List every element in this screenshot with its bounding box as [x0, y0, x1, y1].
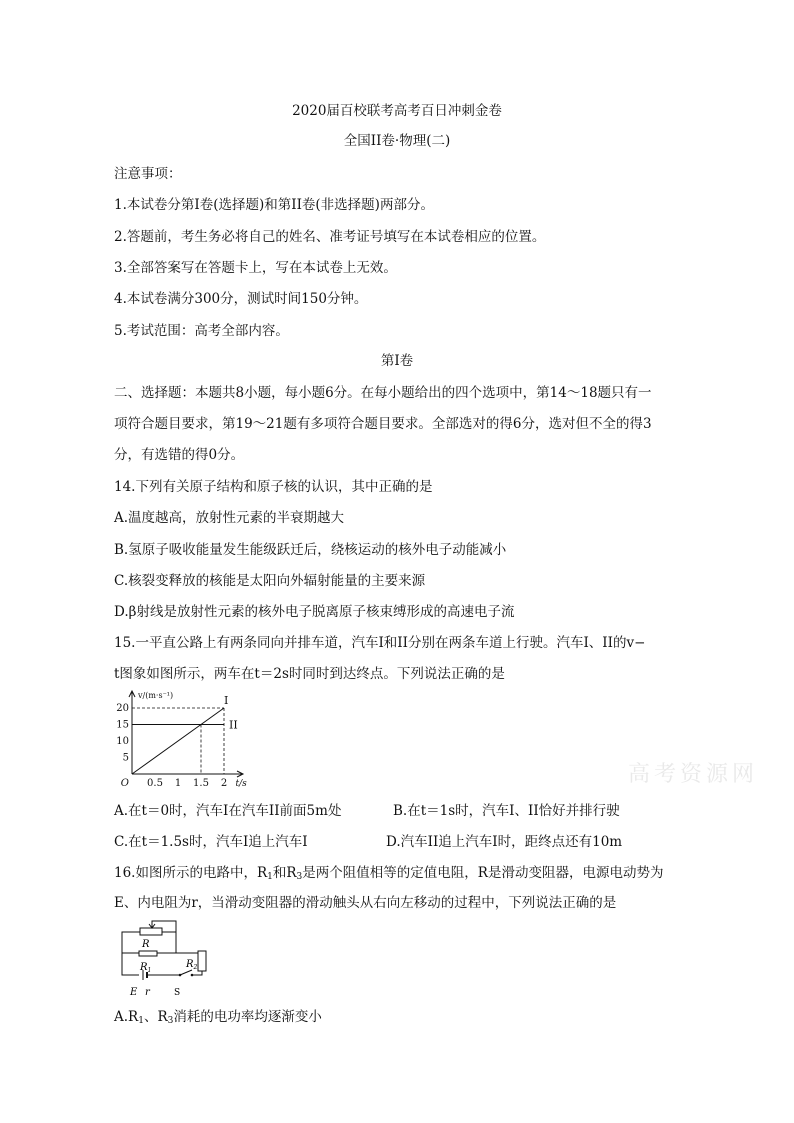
- question-15-stem: t图象如图所示，两车在t＝2s时同时到达终点。下列说法正确的是: [114, 666, 505, 682]
- question-14-stem: 14.下列有关原子结构和原子核的认识，其中正确的是: [114, 479, 433, 495]
- r2-label: [185, 959, 198, 971]
- notice-heading: 注意事项：: [114, 166, 182, 182]
- question-16-stem: [114, 864, 663, 886]
- internal-resistance-label: r: [145, 987, 150, 998]
- question-15-option-c: C.在t＝1.5s时，汽车I追上汽车I: [114, 834, 308, 850]
- r1-label: [139, 962, 151, 974]
- vt-graph: [112, 688, 262, 788]
- q16a-part: A.R: [114, 1009, 139, 1025]
- y-tick-label: 10: [116, 736, 129, 747]
- question-15-stem: 15.一平直公路上有两条同向并排车道，汽车I和II分别在两条车道上行驶。汽车I、II的v−: [114, 635, 646, 651]
- resistor-r2: [198, 951, 206, 971]
- rheostat-label: R: [142, 939, 150, 950]
- notice-item: 5.考试范围：高考全部内容。: [114, 323, 289, 339]
- r2-letter: R: [186, 959, 194, 970]
- section-instructions: 二、选择题：本题共8小题，每小题6分。在每小题给出的四个选项中，第14～18题只有一: [114, 385, 652, 401]
- x-tick-label: 2: [220, 778, 228, 788]
- notice-item: 1.本试卷分第I卷(选择题)和第II卷(非选择题)两部分。: [114, 197, 434, 213]
- question-15-option-a: A.在t＝0时，汽车I在汽车II前面5m处: [114, 803, 342, 819]
- resistor-r1: [139, 951, 157, 956]
- q16-stem-part: 是两个阻值相等的定值电阻，R是滑动变阻器，电源电动势为: [302, 865, 664, 881]
- origin-label: O: [120, 778, 129, 788]
- q16-stem-part: 16.如图所示的电路中，R: [114, 865, 268, 881]
- r1-subscript: 1: [147, 967, 152, 974]
- y-tick-label: 5: [122, 752, 129, 764]
- switch-contact: [191, 974, 194, 977]
- section-title: 第I卷: [380, 353, 414, 369]
- x-tick-label: 1.5: [193, 778, 209, 788]
- x-tick-label: 1: [174, 778, 182, 788]
- y-tick-label: 20: [116, 703, 129, 714]
- series-label: II: [229, 718, 238, 732]
- r1-right-wire: [157, 951, 202, 953]
- y-axis-label: v/(m·s⁻¹): [138, 691, 174, 700]
- switch-label: S: [174, 988, 181, 998]
- question-16-stem: E、内电阻为r，当滑动变阻器的滑动触头从右向左移动的过程中，下列说法正确的是: [114, 895, 617, 911]
- series-label: I: [224, 694, 229, 707]
- q16-stem-subscript: 3: [296, 872, 303, 882]
- q16a-subscript: 1: [138, 1016, 144, 1026]
- r1-letter: R: [140, 962, 148, 973]
- question-14-option-a: A.温度越高，放射性元素的半衰期越大: [114, 510, 345, 526]
- section-instructions: 分，有选错的得0分。: [114, 447, 245, 463]
- section-instructions: 项符合题目要求，第19～21题有多项符合题目要求。全部选对的得6分，选对但不全的得3: [114, 416, 652, 432]
- series-line-1: [132, 708, 224, 774]
- r2-bottom-wire: [192, 971, 202, 975]
- x-tick-label: 0.5: [147, 778, 163, 788]
- question-14-option-c: C.核裂变释放的核能是太阳向外辐射能量的主要来源: [114, 573, 426, 589]
- r2-subscript: 2: [193, 964, 198, 971]
- switch-contact: [179, 974, 182, 977]
- watermark: 高考资源网: [628, 762, 759, 787]
- exam-subtitle: 全国II卷·物理(二): [343, 133, 451, 149]
- notice-item: 4.本试卷满分300分，测试时间150分钟。: [114, 291, 368, 307]
- question-14-option-b: B.氢原子吸收能量发生能级跃迁后，绕核运动的核外电子动能减小: [114, 542, 507, 558]
- q16a-part: 消耗的电功率均逐渐变小: [173, 1009, 322, 1025]
- notice-item: 3.全部答案写在答题卡上，写在本试卷上无效。: [114, 260, 397, 276]
- q16-stem-part: 和R: [272, 865, 297, 881]
- question-16-option-a: [114, 1008, 322, 1030]
- q16a-subscript: 3: [167, 1016, 174, 1026]
- rheostat-resistor: [140, 928, 162, 935]
- y-tick-label: 15: [116, 719, 129, 731]
- circuit-diagram: [112, 915, 216, 1001]
- question-15-option-d: D.汽车II追上汽车I时，距终点还有10m: [386, 834, 623, 850]
- emf-label: E: [130, 987, 138, 998]
- switch-lever: [180, 970, 192, 975]
- q16-stem-subscript: 1: [267, 872, 273, 882]
- q16a-part: 、R: [143, 1009, 168, 1025]
- notice-item: 2.答题前，考生务必将自己的姓名、准考证号填写在本试卷相应的位置。: [114, 229, 546, 245]
- question-14-option-d: D.β射线是放射性元素的核外电子脱离原子核束缚形成的高速电子流: [114, 604, 515, 620]
- question-15-option-b: B.在t＝1s时，汽车I、II恰好并排行驶: [393, 803, 620, 819]
- x-axis-label: t/s: [235, 779, 247, 788]
- exam-title: 2020届百校联考高考百日冲刺金卷: [292, 103, 502, 119]
